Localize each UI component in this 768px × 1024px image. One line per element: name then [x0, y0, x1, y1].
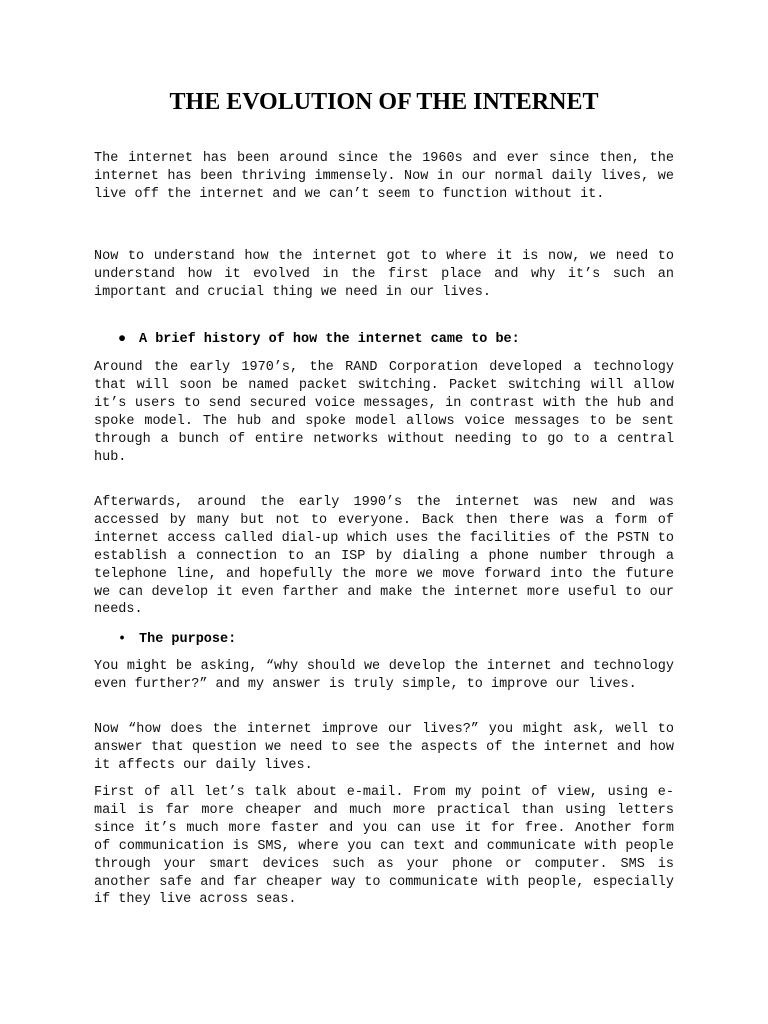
- section-heading-history-label: A brief history of how the internet came to be:: [139, 332, 520, 347]
- purpose-paragraph-3: First of all let’s talk about e-mail. From my point of view, using e-mail is far more cheaper and much more practical than using letters since it’s much more faster and you can use it for free. Another form of communication is SMS, where you can text and communicate with people through your smart devices such as your phone or computer. SMS is another safe and far cheaper way to communicate with people, especially if they live across seas.: [94, 785, 674, 908]
- bullet-icon: ●: [118, 332, 127, 347]
- section-heading-history: [118, 331, 678, 349]
- history-paragraph-2: Afterwards, around the early 1990’s the internet was new and was accessed by many but not to everyone. Back then there was a form of internet access called dial-up which uses the facilities of the PSTN to establish a connection to an ISP by dialing a phone number through a telephone line, and hopefully the more we move forward into the future we can develop it even farther and make the internet more useful to our needs.: [94, 495, 674, 618]
- history-paragraph-1: Around the early 1970’s, the RAND Corporation developed a technology that will soon be named packet switching. Packet switching will allow it’s users to send secured voice messages, in contrast with the hub and spoke model. The hub and spoke model allows voice messages to be sent through a bunch of entire networks without needing to go to a central hub.: [94, 360, 674, 465]
- intro-paragraph-1: The internet has been around since the 1960s and ever since then, the internet has been thriving immensely. Now in our normal daily lives, we live off the internet and we can’t seem to function without it.: [94, 151, 674, 202]
- document-title: THE EVOLUTION OF THE INTERNET: [169, 89, 599, 115]
- section-heading-purpose: [118, 631, 678, 649]
- bullet-icon: •: [118, 632, 127, 647]
- section-heading-purpose-label: The purpose:: [139, 632, 237, 647]
- purpose-paragraph-1: You might be asking, “why should we develop the internet and technology even further?” and my answer is truly simple, to improve our lives.: [94, 659, 674, 692]
- purpose-paragraph-2: Now “how does the internet improve our lives?” you might ask, well to answer that question we need to see the aspects of the internet and how it affects our daily lives.: [94, 722, 674, 773]
- intro-paragraph-2: Now to understand how the internet got to where it is now, we need to understand how it evolved in the first place and why it’s such an important and crucial thing we need in our lives.: [94, 249, 674, 300]
